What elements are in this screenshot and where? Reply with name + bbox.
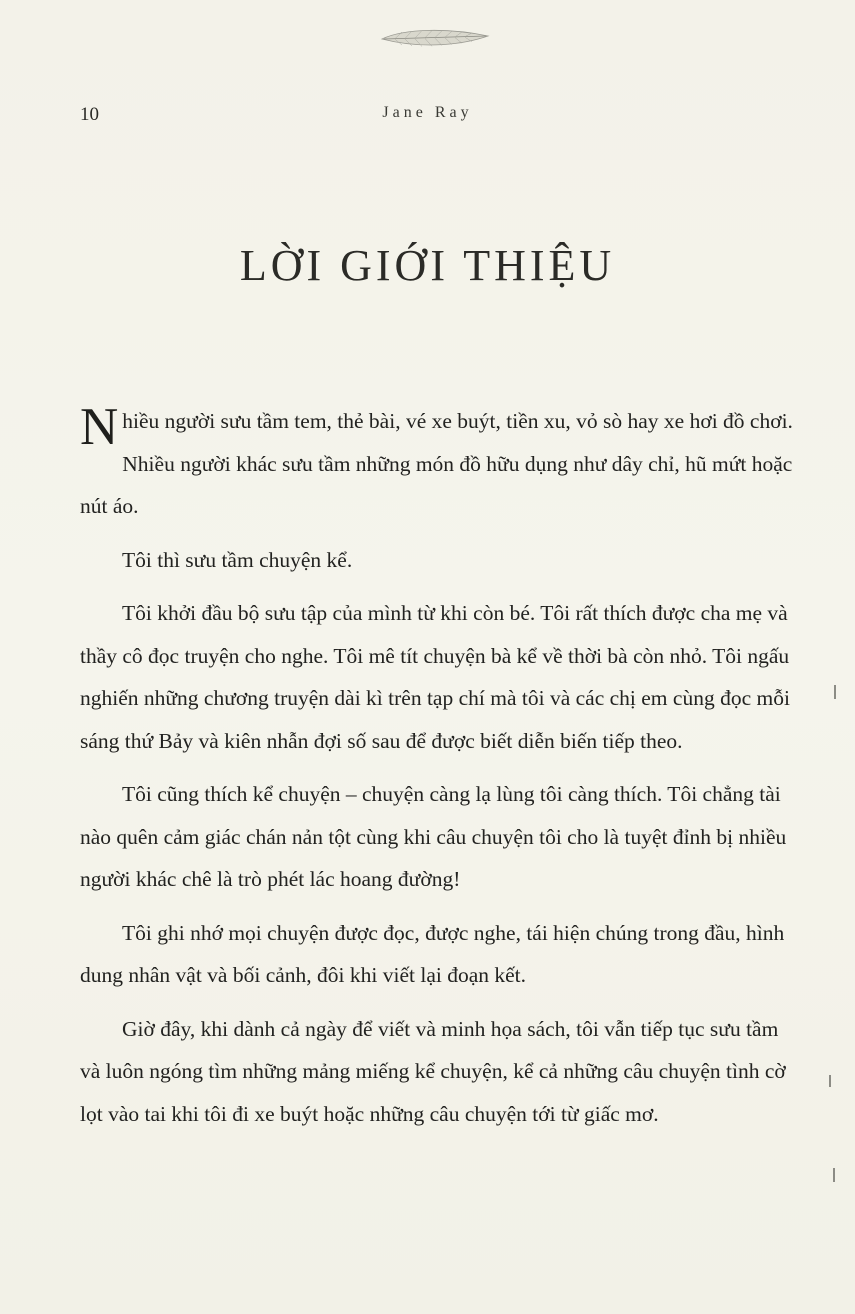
paragraph-1-text: hiều người sưu tầm tem, thẻ bài, vé xe buýt, tiền xu, vỏ sò hay xe hơi đồ chơi. Nhiều người khác sưu tầm những món đồ hữu dụng như dây chỉ, hũ mứt hoặc nút áo. — [80, 409, 793, 518]
running-head-author: Jane Ray — [382, 104, 473, 121]
paragraph-2: Tôi thì sưu tầm chuyện kể. — [122, 547, 353, 572]
edge-mark — [833, 1168, 835, 1182]
paragraph-5: Tôi ghi nhớ mọi chuyện được đọc, được nghe, tái hiện chúng trong đầu, hình dung nhân vật và bối cảnh, đôi khi viết lại đoạn kết. — [80, 920, 785, 987]
chapter-title: LỜI GIỚI THIỆU — [239, 241, 616, 290]
drop-cap: N — [80, 398, 119, 456]
paragraph-4: Tôi cũng thích kể chuyện – chuyện càng lạ lùng tôi càng thích. Tôi chẳng tài nào quên cảm giác chán nản tột cùng khi câu chuyện tôi cho là tuyệt đỉnh bị nhiều người khác chê là trò phét lác hoang đường! — [80, 782, 787, 891]
body-text — [80, 400, 800, 1146]
paragraph-3: Tôi khởi đầu bộ sưu tập của mình từ khi còn bé. Tôi rất thích được cha mẹ và thầy cô đọc truyện cho nghe. Tôi mê tít chuyện bà kể về thời bà còn nhỏ. Tôi ngấu nghiến những chương truyện dài kì trên tạp chí mà tôi và các chị em cùng đọc mỗi sáng thứ Bảy và kiên nhẫn đợi số sau để được biết diễn biến tiếp theo. — [80, 601, 790, 753]
leaf-ornament-icon — [380, 26, 490, 52]
paragraph-1 — [80, 400, 800, 528]
paragraph-6: Giờ đây, khi dành cả ngày để viết và minh họa sách, tôi vẫn tiếp tục sưu tầm và luôn ngóng tìm những mảng miếng kể chuyện, kể cả những câu chuyện tình cờ lọt vào tai khi tôi đi xe buýt hoặc những câu chuyện tới từ giấc mơ. — [80, 1016, 786, 1126]
page-number: 10 — [80, 104, 99, 125]
edge-mark — [834, 685, 836, 699]
edge-mark — [829, 1075, 831, 1087]
